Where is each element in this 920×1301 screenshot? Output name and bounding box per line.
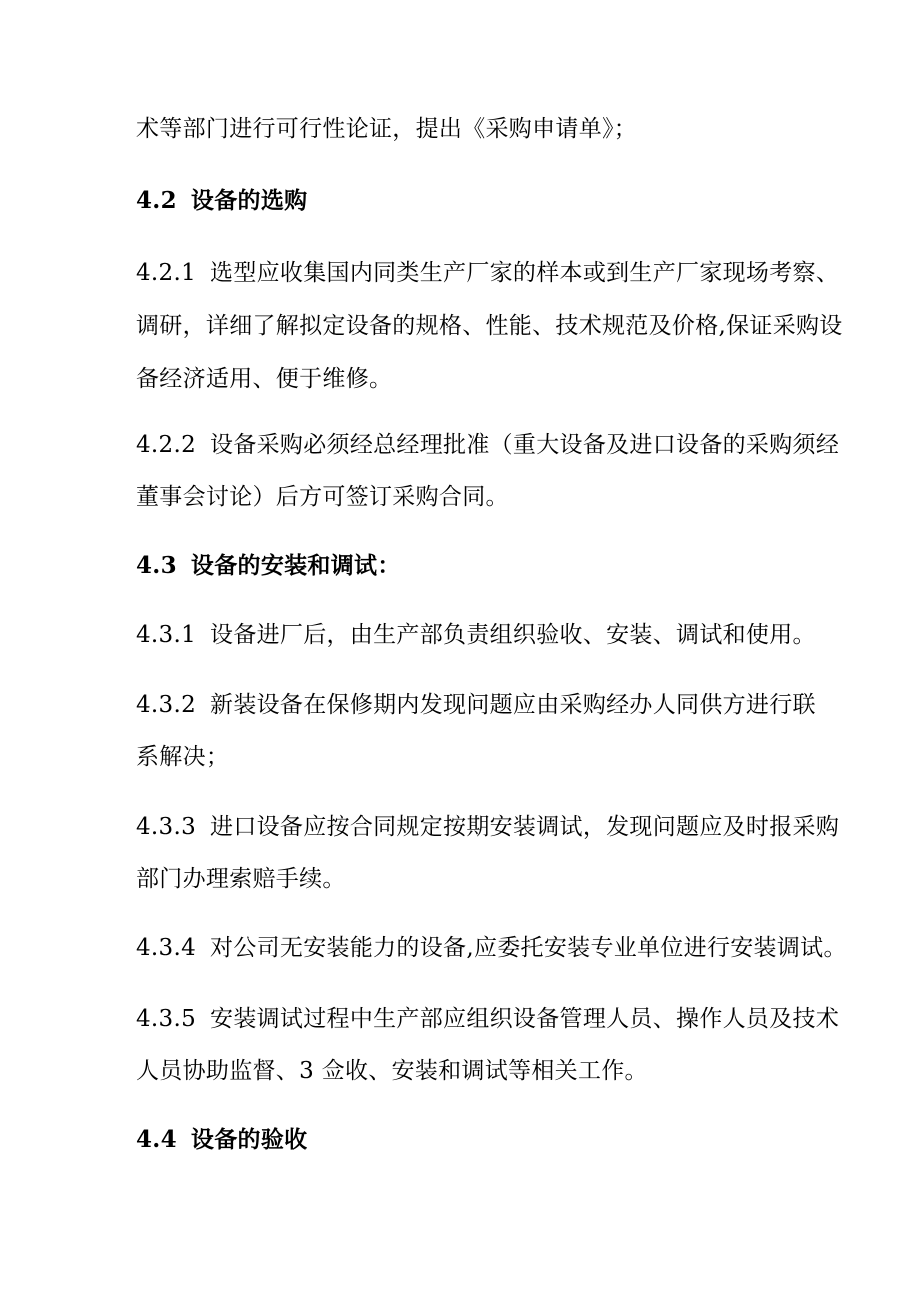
paragraph-text: 部门办理索赔手续。: [136, 866, 346, 892]
paragraph-4-3-5-line-2: [136, 1056, 648, 1086]
paragraph-4-2-1-line-1: [136, 258, 839, 288]
paragraph-4-2-2-line-2: [136, 482, 509, 512]
paragraph-4-2-2-line-1: [136, 430, 839, 460]
paragraph-text: 术等部门进行可行性论证，提出《采购申请单》；: [136, 116, 638, 142]
paragraph-text: 备经济适用、便于维修。: [136, 366, 393, 392]
paragraph-4-3-5-line-1: [136, 1004, 839, 1034]
paragraph-text: 安装调试过程中生产部应组织设备管理人员、操作人员及技术: [210, 1006, 840, 1032]
paragraph-4-2-1-line-2: [136, 311, 843, 341]
paragraph-text: 进口设备应按合同规定按期安装调试，发现问题应及时报采购: [210, 814, 840, 840]
paragraph-4-3-3-line-2: [136, 864, 346, 894]
paragraph-4-3-3-line-1: [136, 812, 839, 842]
paragraph-4-3-2-line-1: [136, 690, 816, 720]
section-number: 4.4: [136, 1126, 177, 1153]
section-heading-4-4: [136, 1125, 307, 1155]
section-title: 设备的选购: [190, 187, 308, 214]
section-heading-4-2: [136, 186, 307, 216]
paragraph-4-3-4-line-1: [136, 933, 847, 963]
clause-number: 4.3.1: [136, 622, 197, 648]
section-title: 设备的安装和调试：: [190, 552, 401, 579]
paragraph-4-2-1-line-3: [136, 364, 392, 394]
paragraph-text: 系解决；: [136, 744, 230, 770]
paragraph-text: 新装设备在保修期内发现问题应由采购经办人同供方进行联: [210, 692, 816, 718]
clause-number: 4.3.2: [136, 692, 197, 718]
paragraph-text: 设备进厂后，由生产部负责组织验收、安装、调试和使用。: [210, 622, 816, 648]
section-number: 4.2: [136, 187, 177, 214]
paragraph-text: 调研，详细了解拟定设备的规格、性能、技术规范及价格,保证采购设: [136, 313, 843, 339]
paragraph-text: 人员协助监督、3 佥收、安装和调试等相关工作。: [136, 1058, 648, 1084]
paragraph-intro-line-1: [136, 114, 637, 144]
section-heading-4-3: [136, 551, 401, 581]
paragraph-text: 设备采购必须经总经理批准（重大设备及进口设备的采购须经: [210, 432, 840, 458]
clause-number: 4.3.3: [136, 814, 197, 840]
clause-number: 4.3.4: [136, 935, 197, 961]
section-number: 4.3: [136, 552, 177, 579]
paragraph-text: 董事会讨论）后方可签订采购合同。: [136, 484, 509, 510]
paragraph-4-3-1-line-1: [136, 620, 816, 650]
clause-number: 4.3.5: [136, 1006, 197, 1032]
section-title: 设备的验收: [190, 1126, 308, 1153]
paragraph-4-3-2-line-2: [136, 742, 229, 772]
clause-number: 4.2.1: [136, 260, 197, 286]
paragraph-text: 选型应收集国内同类生产厂家的样本或到生产厂家现场考察、: [210, 260, 840, 286]
paragraph-text: 对公司无安装能力的设备,应委托安装专业单位进行安装调试。: [210, 935, 847, 961]
clause-number: 4.2.2: [136, 432, 197, 458]
